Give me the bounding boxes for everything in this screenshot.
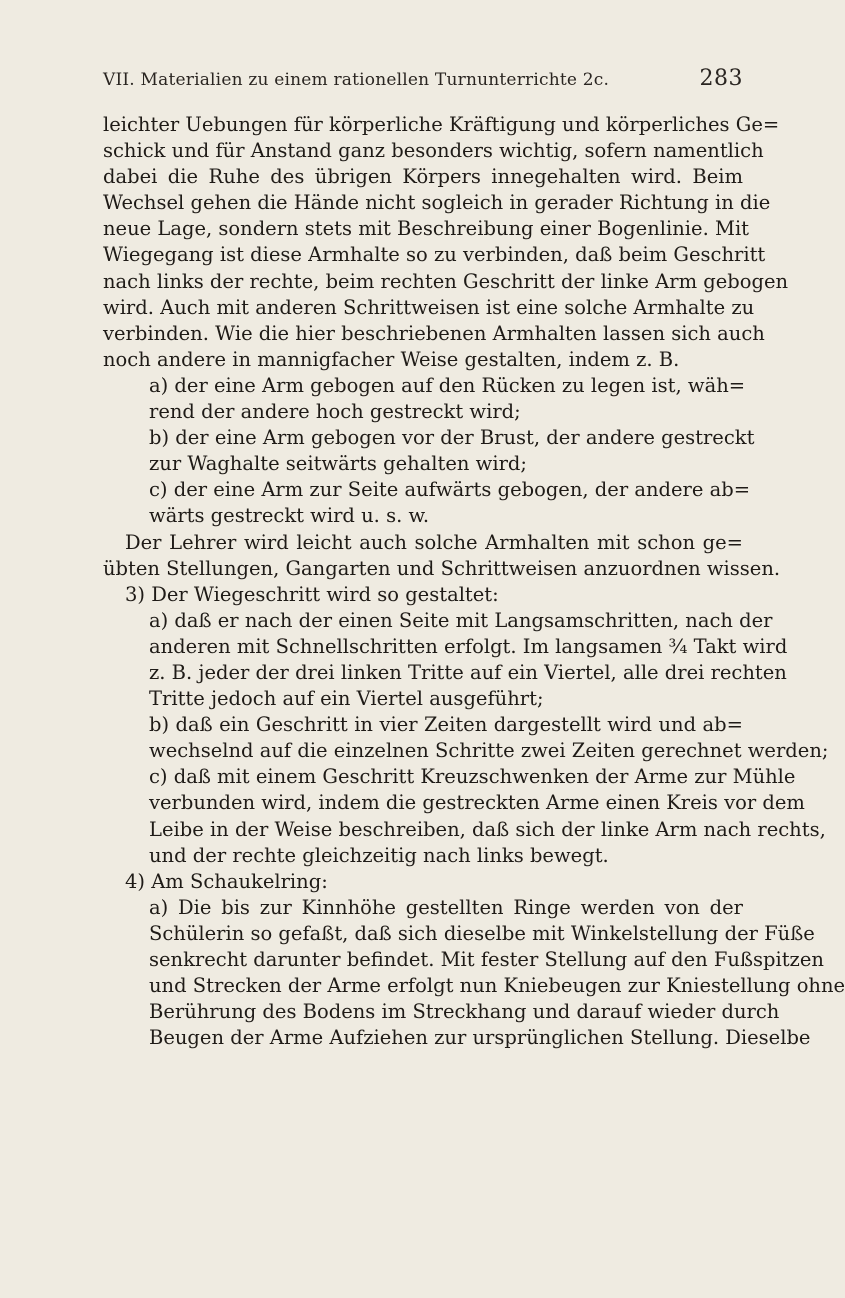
list-item: c) der eine Arm zur Seite aufwärts gebogen, der andere ab= xyxy=(149,478,751,502)
section-heading-wiegeschritt: 3) Der Wiegeschritt wird so gestaltet: xyxy=(125,582,499,606)
list-item: a) daß er nach der einen Seite mit Langsamschritten, nach der xyxy=(149,608,773,632)
list-item-continuation: wechselnd auf die einzelnen Schritte zwei Zeiten gerechnet werden; xyxy=(149,739,829,763)
list-item-continuation: Beugen der Arme Aufziehen zur ursprünglichen Stellung. Dieselbe xyxy=(149,1026,811,1050)
list-item-continuation: Leibe in der Weise beschreiben, daß sich der linke Arm nach rechts, xyxy=(149,817,826,841)
paragraph-start: Der Lehrer wird leicht auch solche Armhalten mit schon ge= xyxy=(125,530,743,554)
list-item: c) daß mit einem Geschritt Kreuzschwenken der Arme zur Mühle xyxy=(149,765,796,789)
text-line: Wechsel gehen die Hände nicht sogleich in gerader Richtung in die xyxy=(103,191,771,215)
text-line: leichter Uebungen für körperliche Kräftigung und körperliches Ge= xyxy=(103,113,780,136)
list-item-continuation: wärts gestreckt wird u. s. w. xyxy=(149,504,430,528)
text-line: wird. Auch mit anderen Schrittweisen ist eine solche Armhalte zu xyxy=(103,295,755,319)
list-item-continuation: und der rechte gleichzeitig nach links bewegt. xyxy=(149,843,609,867)
list-item-continuation: zur Waghalte seitwärts gehalten wird; xyxy=(149,452,527,476)
list-item-continuation: Schülerin so gefaßt, daß sich dieselbe mit Winkelstellung der Füße xyxy=(149,921,815,945)
list-item: b) daß ein Geschritt in vier Zeiten dargestellt wird und ab= xyxy=(149,713,743,737)
text-line: nach links der rechte, beim rechten Geschritt der linke Arm gebogen xyxy=(103,269,789,293)
text-line: dabei die Ruhe des übrigen Körpers innegehalten wird. Beim xyxy=(103,165,743,189)
list-item-continuation: Tritte jedoch auf ein Viertel ausgeführt; xyxy=(149,687,544,711)
list-item-continuation: verbunden wird, indem die gestreckten Arme einen Kreis vor dem xyxy=(149,791,805,815)
list-item-continuation: rend der andere hoch gestreckt wird; xyxy=(149,400,521,424)
running-header xyxy=(103,66,743,96)
text-line: neue Lage, sondern stets mit Beschreibung einer Bogenlinie. Mit xyxy=(103,217,750,241)
page-number: 283 xyxy=(699,66,743,91)
text-line: übten Stellungen, Gangarten und Schrittweisen anzuordnen wissen. xyxy=(103,556,781,580)
text-line: Wiegegang ist diese Armhalte so zu verbinden, daß beim Geschritt xyxy=(103,243,766,267)
text-line: verbinden. Wie die hier beschriebenen Armhalten lassen sich auch xyxy=(103,321,765,345)
list-item-continuation: Berührung des Bodens im Streckhang und darauf wieder durch xyxy=(149,1000,780,1024)
list-item-continuation: anderen mit Schnellschritten erfolgt. Im langsamen ¾ Takt wird xyxy=(149,634,788,658)
text-line: schick und für Anstand ganz besonders wichtig, sofern namentlich xyxy=(103,139,764,163)
list-item: a) der eine Arm gebogen auf den Rücken zu legen ist, wäh= xyxy=(149,373,746,397)
list-item-continuation: z. B. jeder der drei linken Tritte auf ein Viertel, alle drei rechten xyxy=(149,660,787,684)
list-item: b) der eine Arm gebogen vor der Brust, der andere gestreckt xyxy=(149,426,755,450)
list-item-continuation: senkrecht darunter befindet. Mit fester Stellung auf den Fußspitzen xyxy=(149,948,824,971)
body-text xyxy=(103,112,845,1051)
list-item-continuation: und Strecken der Arme erfolgt nun Kniebeugen zur Kniestellung ohne xyxy=(149,974,845,998)
section-heading-schaukelring: 4) Am Schaukelring: xyxy=(125,869,328,893)
list-item: a) Die bis zur Kinnhöhe gestellten Ringe werden von der xyxy=(149,895,743,919)
text-line: noch andere in mannigfacher Weise gestalten, indem z. B. xyxy=(103,347,680,371)
chapter-title: VII. Materialien zu einem rationellen Turnunterrichte 2c. xyxy=(103,70,610,90)
